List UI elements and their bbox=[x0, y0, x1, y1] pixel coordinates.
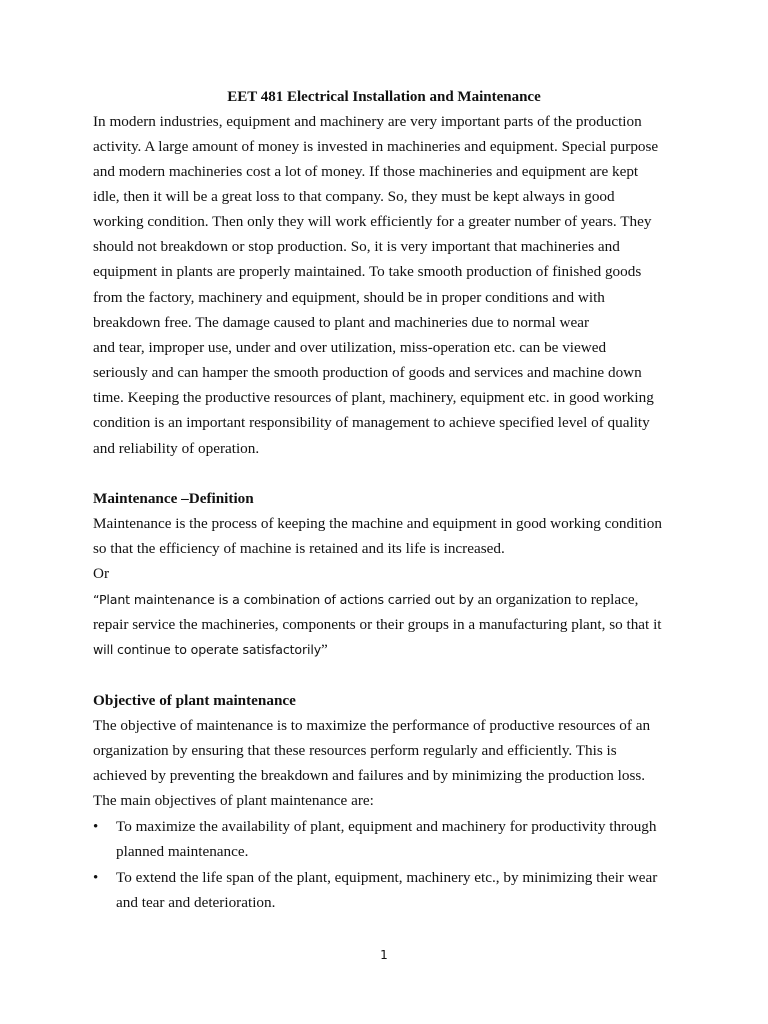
intro-line-9: breakdown free. The damage caused to plant and machineries due to normal wear bbox=[93, 314, 590, 331]
quote-line-1-part-b: an organization to replace, bbox=[473, 591, 639, 608]
intro-line-14: and reliability of operation. bbox=[93, 440, 260, 457]
intro-line-8: from the factory, machinery and equipment, should be in proper conditions and with bbox=[93, 289, 605, 306]
intro-line-11: seriously and can hamper the smooth production of goods and services and machine down bbox=[93, 364, 642, 381]
intro-line-2: activity. A large amount of money is invested in machineries and equipment. Special purpose bbox=[93, 138, 659, 155]
bullet-icon: • bbox=[93, 870, 99, 886]
quote-line-3-part-b: ” bbox=[321, 641, 328, 658]
bullet-icon: • bbox=[93, 819, 99, 835]
bullet-2-line-1: To extend the life span of the plant, equipment, machinery etc., by minimizing their wear bbox=[116, 869, 658, 886]
intro-line-4: idle, then it will be a great loss to that company. So, they must be kept always in good bbox=[93, 188, 615, 205]
intro-line-13: condition is an important responsibility of management to achieve specified level of quality bbox=[93, 414, 650, 431]
intro-line-5: working condition. Then only they will work efficiently for a greater number of years. They bbox=[93, 213, 652, 230]
objective-line-1: The objective of maintenance is to maximize the performance of productive resources of an bbox=[93, 717, 651, 734]
objective-heading: Objective of plant maintenance bbox=[93, 692, 296, 709]
quote-line-3 bbox=[93, 640, 328, 660]
intro-line-1: In modern industries, equipment and machinery are very important parts of the production bbox=[93, 113, 642, 130]
document-title: EET 481 Electrical Installation and Maintenance bbox=[227, 89, 541, 105]
intro-line-7: equipment in plants are properly maintained. To take smooth production of finished goods bbox=[93, 263, 642, 280]
definition-heading: Maintenance –Definition bbox=[93, 490, 254, 507]
definition-or: Or bbox=[93, 565, 110, 582]
intro-line-6: should not breakdown or stop production. So, it is very important that machineries and bbox=[93, 238, 620, 255]
intro-line-3: and modern machineries cost a lot of money. If those machineries and equipment are kept bbox=[93, 163, 639, 180]
bullet-1-line-1: To maximize the availability of plant, equipment and machinery for productivity through bbox=[116, 818, 657, 835]
quote-line-1-part-a: “Plant maintenance is a combination of actions carried out by bbox=[93, 592, 474, 607]
bullet-2-line-2: and tear and deterioration. bbox=[116, 894, 276, 911]
intro-line-12: time. Keeping the productive resources of plant, machinery, equipment etc. in good working bbox=[93, 389, 654, 406]
objective-line-3: achieved by preventing the breakdown and failures and by minimizing the production loss. bbox=[93, 767, 646, 784]
quote-line-3-part-a: will continue to operate satisfactorily bbox=[93, 642, 322, 657]
objective-line-4: The main objectives of plant maintenance are: bbox=[93, 792, 374, 809]
intro-line-10: and tear, improper use, under and over utilization, miss-operation etc. can be viewed bbox=[93, 339, 607, 356]
objective-line-2: organization by ensuring that these resources perform regularly and efficiently. This is bbox=[93, 742, 617, 759]
bullet-1-line-2: planned maintenance. bbox=[116, 843, 249, 860]
quote-line-2: repair service the machineries, components or their groups in a manufacturing plant, so that it bbox=[93, 616, 662, 633]
definition-line-2: so that the efficiency of machine is retained and its life is increased. bbox=[93, 540, 505, 557]
quote-line-1 bbox=[93, 590, 638, 610]
page-number: 1 bbox=[380, 948, 388, 962]
definition-line-1: Maintenance is the process of keeping the machine and equipment in good working condition bbox=[93, 515, 662, 532]
